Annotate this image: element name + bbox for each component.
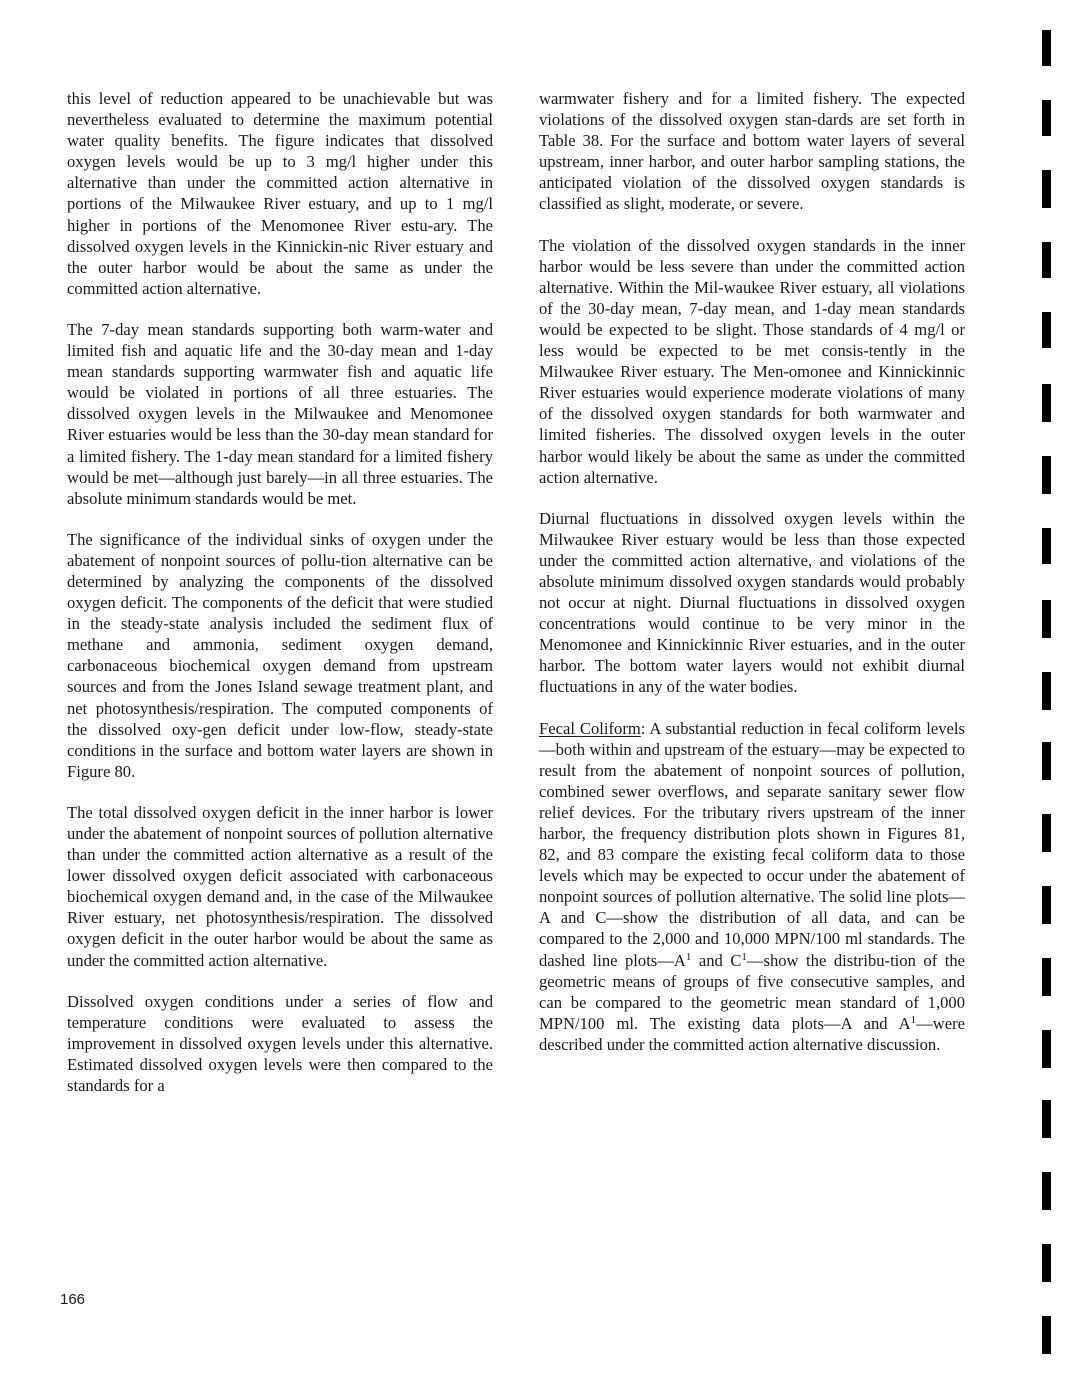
left-column <box>67 88 493 1116</box>
margin-mark <box>1042 384 1051 422</box>
margin-mark <box>1042 1172 1051 1210</box>
margin-mark <box>1042 100 1051 136</box>
fecal-text-a: A substantial reduction in fecal coliform levels—both within and upstream of the estuary—may be expected to result from the abatement of nonpoint sources of pollution, combined sewer overflows, and separate sanitary sewer flow relief devices. For the tributary rivers upstream of the inner harbor, the frequency distribution plots shown in Figures 81, 82, and 83 compare the existing fecal coliform data to those levels which may be expected to occur under the abatement of nonpoint sources of pollution alternative. The solid line plots—A and C—show the distribution of all data, and can be compared to the 2,000 and 10,000 MPN/100 ml standards. The dashed line plots—A <box>539 718 965 970</box>
right-paragraph-3: Diurnal fluctuations in dissolved oxygen levels within the Milwaukee River estuary would be less than those expected under the committed action alternative, and violations of the absolute minimum dissolved oxygen standards would probably not occur at night. Diurnal fluctuations in dissolved oxygen concentrations would continue to be very minor in the Menomonee and Kinnickinnic River estuaries, and in the outer harbor. The bottom water layers would not exhibit diurnal fluctuations in any of the water bodies. <box>539 508 965 697</box>
margin-mark <box>1042 242 1051 278</box>
margin-mark <box>1042 600 1051 638</box>
margin-mark <box>1042 1030 1051 1068</box>
margin-mark <box>1042 958 1051 996</box>
fecal-text-c: —show the distribu-tion of the geometric means of groups of five consecutive samples, and can be compared to the geometric mean standard of 1,000 MPN/100 ml. The existing data plots—A and A <box>539 950 966 1033</box>
left-paragraph-3: The significance of the individual sinks of oxygen under the abatement of nonpoint sources of pollu-tion alternative can be determined by analyzing the components of the dissolved oxygen deficit. The components of the deficit that were studied in the steady-state analysis included the sediment flux of methane and ammonia, sediment oxygen demand, carbonaceous biochemical oxygen demand from upstream sources and from the Jones Island sewage treatment plant, and net photosynthesis/respiration. The computed components of the dissolved oxy-gen deficit under low-flow, steady-state conditions in the surface and bottom water layers are shown in Figure 80. <box>67 529 493 781</box>
superscript-a1-second: 1 <box>910 1013 917 1026</box>
margin-mark <box>1042 742 1051 780</box>
margin-mark <box>1042 1100 1051 1138</box>
heading-colon: : <box>640 718 646 738</box>
margin-mark <box>1042 312 1051 348</box>
left-paragraph-1: this level of reduction appeared to be unachievable but was nevertheless evaluated to determine the maximum potential water quality benefits. The figure indicates that dissolved oxygen levels would be up to 3 mg/l higher under this alternative than under the committed action alternative in portions of the Milwaukee River estuary, and up to 1 mg/l higher in portions of the Menomonee River estu-ary. The dissolved oxygen levels in the Kinnickin-nic River estuary and the outer harbor would be about the same as under the committed action alternative. <box>67 89 493 298</box>
margin-mark <box>1042 1316 1051 1354</box>
superscript-c1: 1 <box>741 950 747 963</box>
margin-mark <box>1042 456 1051 494</box>
margin-mark <box>1042 528 1051 564</box>
right-paragraph-1: warmwater fishery and for a limited fishery. The expected violations of the dissolved oxygen stan-dards are set forth in Table 38. For the surface and bottom water layers of several upstream, inner harbor, and outer harbor sampling stations, the anticipated violation of the dissolved oxygen standards is classified as slight, moderate, or severe. <box>539 89 965 214</box>
superscript-a1: 1 <box>685 950 692 963</box>
margin-mark <box>1042 30 1051 66</box>
margin-mark <box>1042 886 1051 924</box>
margin-mark <box>1042 814 1051 852</box>
margin-mark <box>1042 672 1051 710</box>
page-number: 166 <box>60 1291 86 1308</box>
left-paragraph-5: Dissolved oxygen conditions under a series of flow and temperature conditions were evaluated to assess the improvement in dissolved oxygen levels under this alternative. Estimated dissolved oxygen levels were then compared to the standards for a <box>67 991 493 1096</box>
left-paragraph-2: The 7-day mean standards supporting both warm-water and limited fish and aquatic life and the 30-day mean and 1-day mean standards supporting warmwater fish and aquatic life would be violated in portions of all three estuaries. The dissolved oxygen levels in the Milwaukee and Menomonee River estuaries would be less than the 30-day mean standard for a limited fishery. The 1-day mean standard for a limited fishery would be met—although just barely—in all three estuaries. The absolute minimum standards would be met. <box>67 319 493 508</box>
fecal-text-d: —were described under the committed action alternative discussion. <box>539 1013 965 1054</box>
margin-mark <box>1042 1244 1051 1282</box>
right-paragraph-2: The violation of the dissolved oxygen standards in the inner harbor would be less severe than under the committed action alternative. Within the Mil-waukee River estuary, all violations of the 30-day mean, 7-day mean, and 1-day mean standards would be expected to be slight. Those standards of 4 mg/l or less would be expected to be met consis-tently in the Milwaukee River estuary. The Men-omonee and Kinnickinnic River estuaries would experience moderate violations of many of the dissolved oxygen standards for both warmwater and limited fisheries. The dissolved oxygen levels in the outer harbor would likely be about the same as under the committed action alternative. <box>539 235 965 487</box>
fecal-text-b: and C <box>691 950 742 970</box>
left-paragraph-4: The total dissolved oxygen deficit in the inner harbor is lower under the abatement of nonpoint sources of pollution alternative than under the committed action alternative as a result of the lower dissolved oxygen deficit associated with carbonaceous biochemical oxygen demand and, in the case of the Milwaukee River estuary, net photosynthesis/respiration. The dissolved oxygen deficit in the outer harbor would be about the same as under the committed action alternative. <box>67 802 493 970</box>
scan-margin-marks <box>1038 0 1058 1380</box>
right-paragraph-4 <box>539 718 965 1056</box>
right-column <box>539 88 965 1075</box>
fecal-coliform-heading: Fecal Coliform <box>539 718 641 738</box>
margin-mark <box>1042 170 1051 208</box>
